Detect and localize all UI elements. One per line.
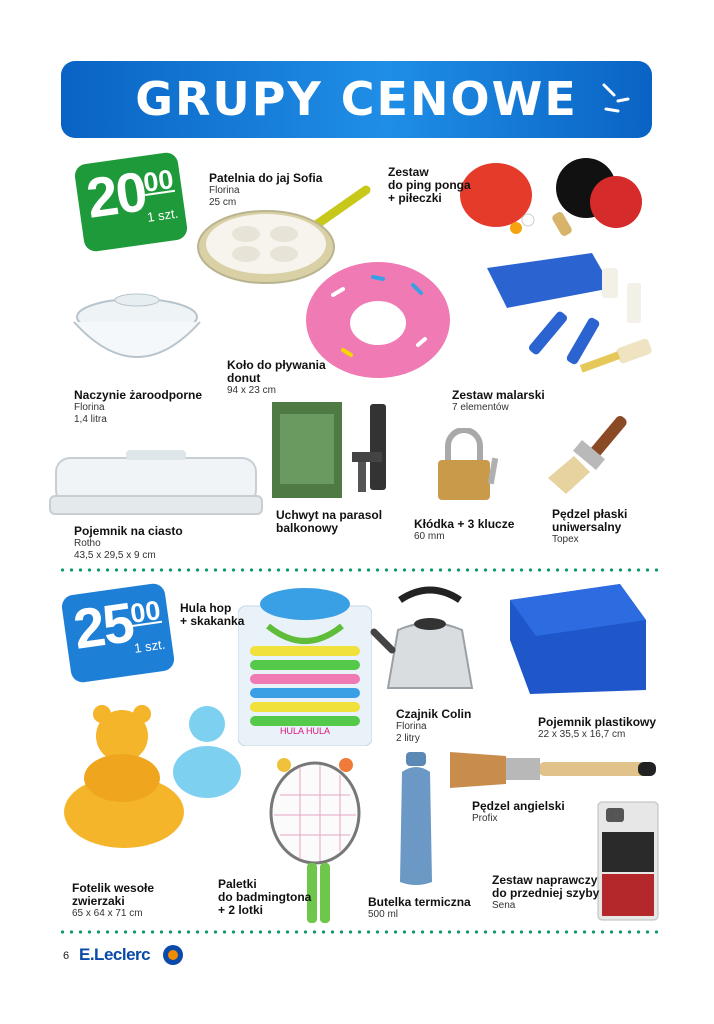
umbrella-holder-image bbox=[272, 402, 402, 502]
price-main: 25 bbox=[69, 590, 137, 661]
product-label: Hula hop + skakanka bbox=[180, 601, 245, 628]
product-label: Fotelik wesołe zwierzaki 65 x 64 x 71 cm bbox=[72, 881, 155, 919]
product-label: Patelnia do jaj Sofia Florina 25 cm bbox=[209, 171, 323, 208]
product-label: Czajnik Colin Florina 2 litry bbox=[396, 707, 472, 744]
page-title: GRUPY CENOWE bbox=[135, 72, 578, 126]
product-label: Pędzel płaski uniwersalny Topex bbox=[552, 507, 628, 545]
price-cents: 00 bbox=[128, 595, 163, 629]
product-label: Koło do pływania donut 94 x 23 cm bbox=[227, 358, 326, 396]
header-banner bbox=[61, 61, 652, 138]
ping-pong-set-image bbox=[456, 150, 646, 240]
price-badge-20 bbox=[73, 151, 188, 253]
sparkle-icon bbox=[600, 79, 630, 119]
footer-divider bbox=[58, 930, 658, 934]
product-label: Pędzel angielski Profix bbox=[472, 799, 565, 824]
cake-container-image bbox=[46, 438, 266, 528]
glass-casserole-image bbox=[62, 282, 212, 372]
hula-hoop-image bbox=[238, 586, 372, 746]
plastic-bin-image bbox=[500, 580, 650, 700]
price-cents: 00 bbox=[141, 164, 176, 198]
product-label: Paletki do badmingtona + 2 lotki bbox=[218, 877, 312, 917]
flat-brush-image bbox=[544, 408, 644, 498]
product-label: Kłódka + 3 klucze 60 mm bbox=[414, 517, 515, 542]
product-label: Zestaw malarski 7 elementów bbox=[452, 388, 545, 413]
english-brush-image bbox=[448, 748, 658, 794]
painting-set-image bbox=[482, 248, 657, 388]
price-unit: 1 szt. bbox=[146, 205, 180, 225]
product-label: Zestaw naprawczy do przedniej szyby Sena bbox=[492, 873, 600, 911]
thermal-bottle-image bbox=[396, 752, 436, 888]
product-label: Pojemnik na ciasto Rotho 43,5 x 29,5 x 9 cm bbox=[74, 524, 183, 561]
price-unit: 1 szt. bbox=[133, 636, 167, 656]
page-number: 6 bbox=[63, 950, 70, 962]
product-label: Butelka termiczna 500 ml bbox=[368, 895, 471, 920]
price-badge-25 bbox=[60, 582, 175, 684]
brand-logo: E.Leclerc bbox=[79, 945, 151, 964]
product-label: Pojemnik plastikowy 22 x 35,5 x 16,7 cm bbox=[538, 715, 657, 740]
leclerc-logo-icon bbox=[163, 945, 183, 965]
inflatable-armchair-image bbox=[62, 702, 246, 852]
windshield-repair-kit-image bbox=[596, 800, 660, 922]
padlock-image bbox=[432, 428, 506, 504]
product-label: Uchwyt na parasol balkonowy bbox=[276, 508, 383, 535]
section-divider bbox=[58, 568, 658, 572]
product-label: Naczynie żaroodporne Florina 1,4 litra bbox=[74, 388, 203, 425]
product-label: Zestaw do ping ponga + piłeczki bbox=[388, 165, 471, 205]
kettle-image bbox=[370, 580, 490, 700]
price-main: 20 bbox=[82, 159, 150, 230]
hula-hoop-package-text: HULA HULA bbox=[279, 726, 331, 736]
